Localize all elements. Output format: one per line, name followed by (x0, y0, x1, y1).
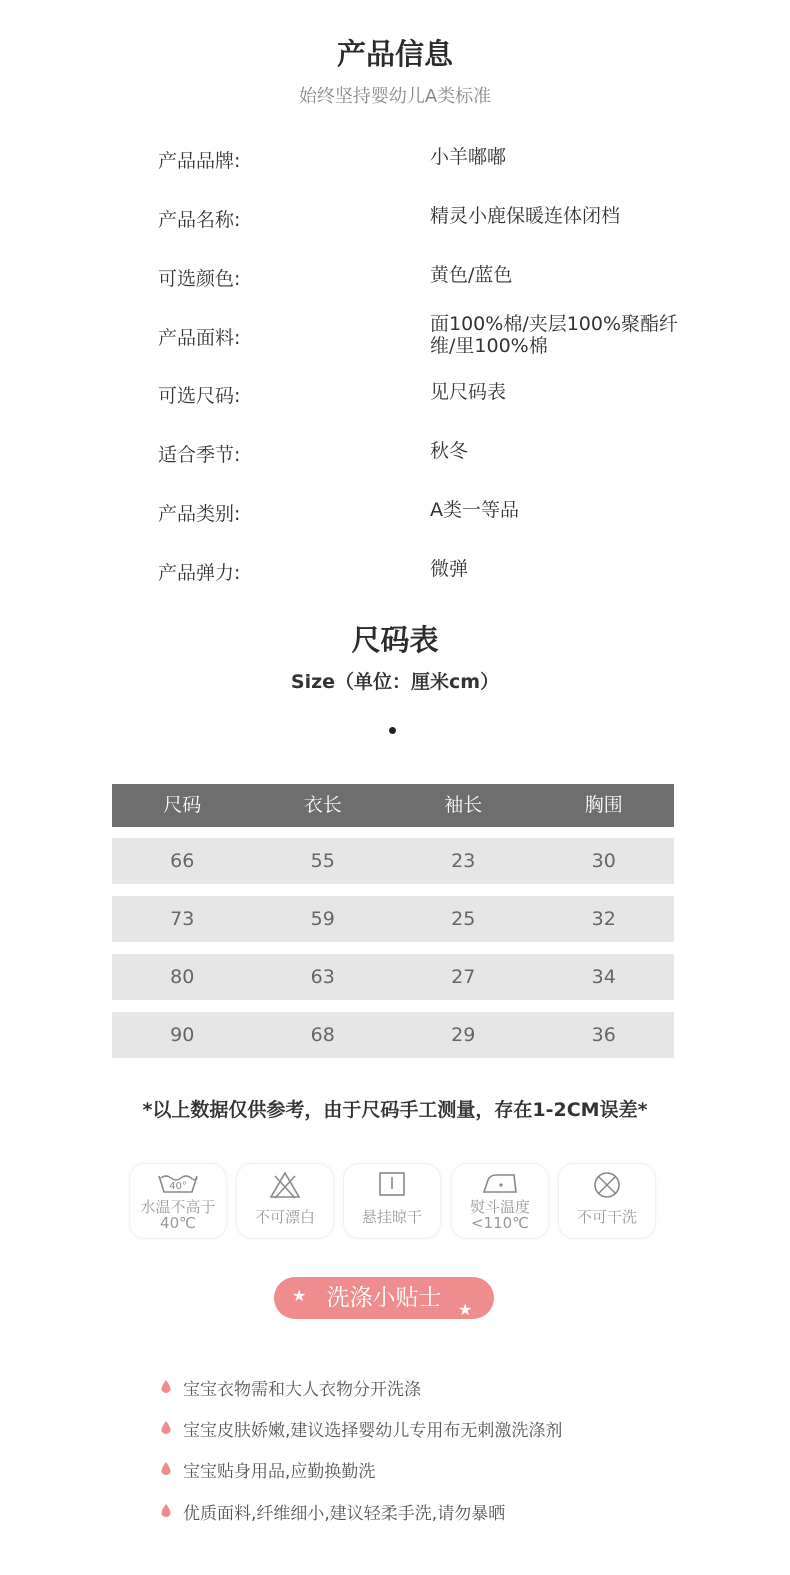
care-item-iron (451, 1163, 549, 1239)
tip-text: 优质面料,纤维细小,建议轻柔手洗,请勿暴晒 (183, 1504, 506, 1524)
wash-temp-label: 40° (169, 1181, 187, 1192)
table-row (112, 1012, 674, 1058)
info-value: A类一等品 (430, 499, 519, 521)
table-row (112, 838, 674, 884)
header-cell: 尺码 (163, 794, 202, 816)
table-cell: 34 (591, 966, 616, 988)
dot-icon (389, 727, 396, 734)
info-value: 小羊嘟嘟 (430, 146, 507, 168)
info-value: 精灵小鹿保暖连体闭档 (430, 205, 621, 227)
table-cell: 36 (591, 1024, 616, 1046)
table-cell: 29 (451, 1024, 476, 1046)
star-icon: ★ (458, 1300, 473, 1319)
info-value: 黄色/蓝色 (430, 264, 513, 286)
info-value: 见尺码表 (430, 381, 507, 403)
table-cell: 27 (451, 966, 476, 988)
care-label: 悬挂晾干 (361, 1208, 422, 1226)
size-chart-subtitle: Size（单位：厘米cm） (290, 671, 500, 693)
drop-icon (160, 1421, 172, 1435)
table-cell: 80 (170, 966, 195, 988)
info-value: 微弹 (430, 558, 469, 580)
table-cell: 23 (451, 850, 476, 872)
care-item-no-dry-clean (558, 1163, 656, 1239)
tip-text: 宝宝衣物需和大人衣物分开洗涤 (183, 1380, 421, 1400)
header-cell: 衣长 (303, 794, 342, 816)
info-value: 秋冬 (430, 440, 469, 462)
info-label: 适合季节: (158, 444, 241, 466)
info-subtitle: 始终坚持婴幼儿A类标准 (298, 86, 492, 107)
table-cell: 30 (591, 850, 616, 872)
table-cell: 25 (451, 908, 476, 930)
table-row (112, 954, 674, 1000)
table-row (112, 896, 674, 942)
info-label: 产品名称: (158, 209, 241, 231)
table-cell: 66 (170, 850, 195, 872)
tips-badge (274, 1277, 494, 1319)
info-label: 可选尺码: (158, 385, 241, 407)
measurement-note: *以上数据仅供参考，由于尺码手工测量，存在1-2CM误差* (142, 1099, 648, 1121)
drop-icon (160, 1504, 172, 1518)
size-table-header (112, 784, 674, 827)
info-label: 产品类别: (158, 503, 241, 525)
tip-text: 宝宝皮肤娇嫩,建议选择婴幼儿专用布无刺激洗涤剂 (183, 1421, 563, 1441)
table-cell: 32 (591, 908, 616, 930)
table-cell: 90 (170, 1024, 195, 1046)
care-label: 不可干洗 (576, 1208, 637, 1226)
care-label: 不可漂白 (254, 1208, 315, 1226)
iron-icon (480, 1170, 520, 1196)
header-cell: 胸围 (584, 794, 623, 816)
care-label: 熨斗温度<110℃ (469, 1198, 530, 1232)
info-label: 可选颜色: (158, 268, 241, 290)
table-cell: 73 (170, 908, 195, 930)
star-icon: ★ (292, 1286, 307, 1305)
wash-40-icon (156, 1170, 200, 1196)
header-cell: 袖长 (444, 794, 483, 816)
care-item-hang-dry (343, 1163, 441, 1239)
care-item-no-bleach (236, 1163, 334, 1239)
drop-icon (160, 1462, 172, 1476)
hang-dry-icon (377, 1170, 407, 1198)
table-cell: 59 (310, 908, 335, 930)
info-label: 产品面料: (158, 327, 241, 349)
info-value: 面100%棉/夹层100%聚酯纤维/里100%棉 (430, 313, 679, 357)
no-bleach-icon (268, 1170, 302, 1200)
info-label: 产品品牌: (158, 150, 241, 172)
info-title: 产品信息 (336, 37, 453, 71)
table-cell: 68 (310, 1024, 335, 1046)
tips-title: 洗涤小贴士 (326, 1285, 442, 1311)
care-label: 水温不高于40℃ (140, 1198, 216, 1232)
no-dry-clean-icon (591, 1170, 623, 1200)
tip-text: 宝宝贴身用品,应勤换勤洗 (183, 1462, 376, 1482)
table-cell: 55 (310, 850, 335, 872)
drop-icon (160, 1380, 172, 1394)
table-cell: 63 (310, 966, 335, 988)
info-label: 产品弹力: (158, 562, 241, 584)
size-chart-title: 尺码表 (351, 623, 439, 657)
care-item-wash (129, 1163, 227, 1239)
